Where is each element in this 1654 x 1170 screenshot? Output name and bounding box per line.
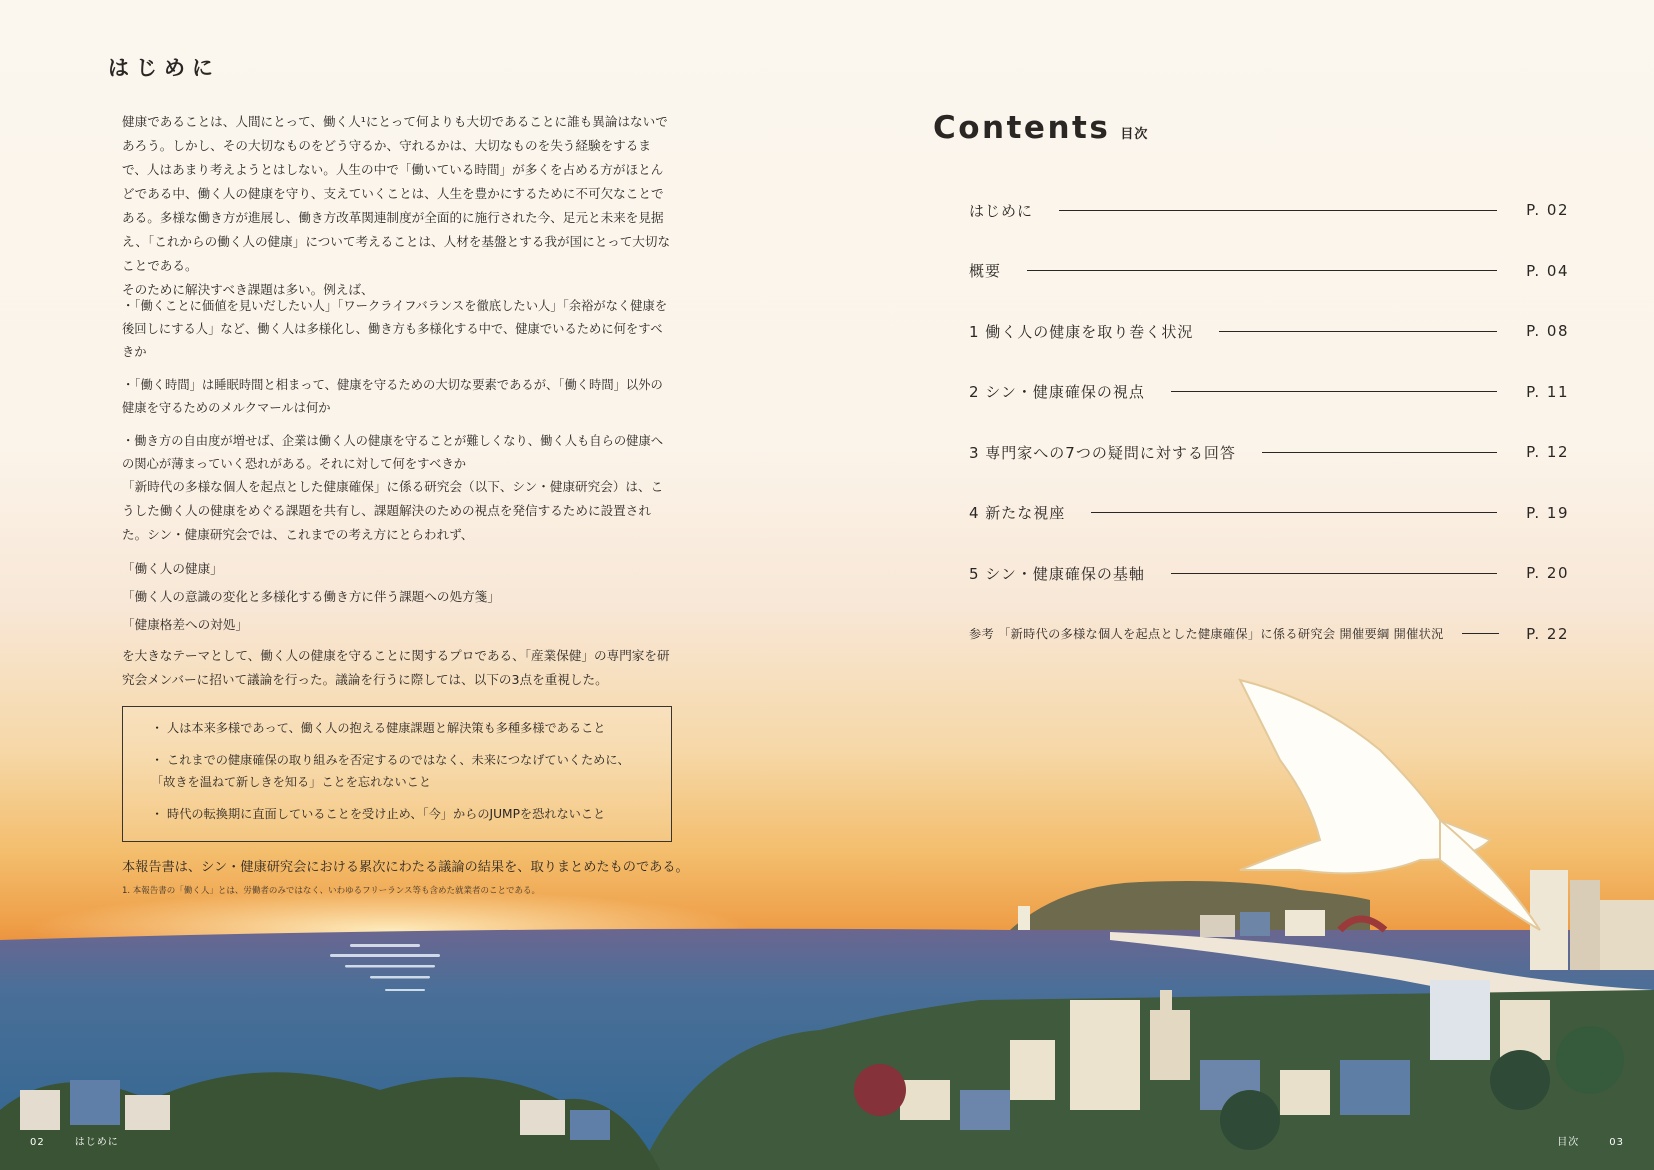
leader-line (1462, 633, 1499, 634)
contents-subtitle: 目次 (1120, 127, 1149, 142)
list-item: ・ 時代の転換期に直面していることを受け止め、「今」からのJUMPを恐れないこと (151, 807, 606, 821)
toc-item[interactable] (969, 422, 1569, 483)
page-number: 03 (1609, 1137, 1624, 1148)
toc-item[interactable] (969, 362, 1569, 423)
toc-item[interactable] (969, 180, 1569, 241)
toc-page: P. 22 (1526, 624, 1569, 643)
toc-page: P. 02 (1526, 201, 1569, 220)
right-page (827, 0, 1654, 1170)
toc-label: 概要 (969, 262, 1002, 281)
toc-label: 1 働く人の健康を取り巻く状況 (969, 322, 1194, 341)
leader-line (1219, 331, 1497, 332)
toc-page: P. 04 (1526, 261, 1569, 280)
folio-label: はじめに (74, 1137, 119, 1148)
leader-line (1171, 573, 1497, 574)
toc-label: 2 シン・健康確保の視点 (969, 383, 1145, 402)
page-folio (30, 1133, 119, 1148)
toc-label: 参考 「新時代の多様な個人を起点とした健康確保」に係る研究会 開催要綱 開催状況 (969, 627, 1444, 642)
page-folio (1557, 1133, 1624, 1148)
toc-label: はじめに (969, 201, 1034, 220)
list-item: ・「働く時間」は睡眠時間と相まって、健康を守るための大切な要素であるが、「働く時間」以外の健康を守るためのメルクマールは何か (122, 378, 663, 415)
toc-item[interactable] (969, 483, 1569, 544)
contents-title: Contents (933, 110, 1111, 146)
toc-item[interactable] (969, 241, 1569, 302)
page-number: 02 (30, 1137, 45, 1148)
toc-item[interactable] (969, 543, 1569, 604)
leader-line (1027, 270, 1497, 271)
method-paragraph: を大きなテーマとして、働く人の健康を守ることに関するプロである、「産業保健」の専門家を研究会メンバーに招いて議論を行った。議論を行うに際しては、以下の3点を重視した。 (122, 648, 670, 687)
theme-quote: 「健康格差への対処」 (122, 617, 248, 632)
leader-line (1059, 210, 1497, 211)
leader-line (1091, 512, 1497, 513)
list-item: ・ これまでの健康確保の取り組みを否定するのではなく、未来につなげていくために、 「故きを温ねて新しきを知る」ことを忘れないこと (151, 753, 630, 789)
leader-line (1262, 452, 1497, 453)
toc-page: P. 12 (1526, 443, 1569, 462)
leader-line (1171, 391, 1497, 392)
principles-box (122, 706, 672, 842)
toc-page: P. 11 (1526, 382, 1569, 401)
list-item: ・「働くことに価値を見いだしたい人」「ワークライフバランスを徹底したい人」「余裕がなく健康を後回しにする人」など、働く人は多様化し、働き方も多様化する中で、健康でいるために何をすべきか (122, 299, 668, 359)
issue-list (122, 295, 674, 486)
theme-quote: 「働く人の健康」 (122, 561, 223, 576)
folio-label: 目次 (1557, 1137, 1580, 1148)
toc-label: 4 新たな視座 (969, 504, 1066, 523)
toc-page: P. 19 (1526, 503, 1569, 522)
toc-label: 5 シン・健康確保の基軸 (969, 564, 1145, 583)
conclusion-text: 本報告書は、シン・健康研究会における累次にわたる議論の結果を、取りまとめたものである。 (122, 860, 689, 875)
list-item: ・ 人は本来多様であって、働く人の抱える健康課題と解決策も多種多様であること (151, 721, 606, 735)
intro-paragraph: 健康であることは、人間にとって、働く人¹にとって何よりも大切であることに誰も異論はないであろう。しかし、その大切なものをどう守るか、守れるかは、大切なものを失う経験をするまで、人はあまり考えようとはしない。人生の中で「働いている時間」が多くを占める方がほとんどである中、働く人の健康を守り、支えていくことは、人生を豊かにするために不可欠なことである。多様な働き方が進展し、働き方改革関連制度が全面的に施行された今、足元と未来を見据え、「これからの働く人の健康」について考えることは、人材を基盤とする我が国にとって大切なことである。 そのために解決すべき課題は多い。例えば、 (122, 114, 671, 297)
study-group-paragraph: 「新時代の多様な個人を起点とした健康確保」に係る研究会（以下、シン・健康研究会）は、こうした働く人の健康をめぐる課題を共有し、課題解決のための視点を発信するために設置された。シン・健康研究会では、これまでの考え方にとらわれず、 (122, 479, 664, 542)
theme-quote: 「働く人の意識の変化と多様化する働き方に伴う課題への処方箋」 (122, 589, 500, 604)
table-of-contents (969, 180, 1569, 664)
toc-item[interactable] (969, 301, 1569, 362)
contents-heading (933, 110, 1148, 146)
toc-item[interactable] (969, 604, 1569, 665)
list-item: ・働き方の自由度が増せば、企業は働く人の健康を守ることが難しくなり、働く人も自らの健康への関心が薄まっていく恐れがある。それに対して何をすべきか (122, 434, 664, 471)
toc-label: 3 専門家への7つの疑問に対する回答 (969, 443, 1236, 462)
page-title: はじめに (108, 56, 220, 80)
footnote: 1. 本報告書の「働く人」とは、労働者のみではなく、いわゆるフリーランス等も含めた就業者のことである。 (122, 886, 541, 896)
toc-page: P. 08 (1526, 322, 1569, 341)
toc-page: P. 20 (1526, 564, 1569, 583)
